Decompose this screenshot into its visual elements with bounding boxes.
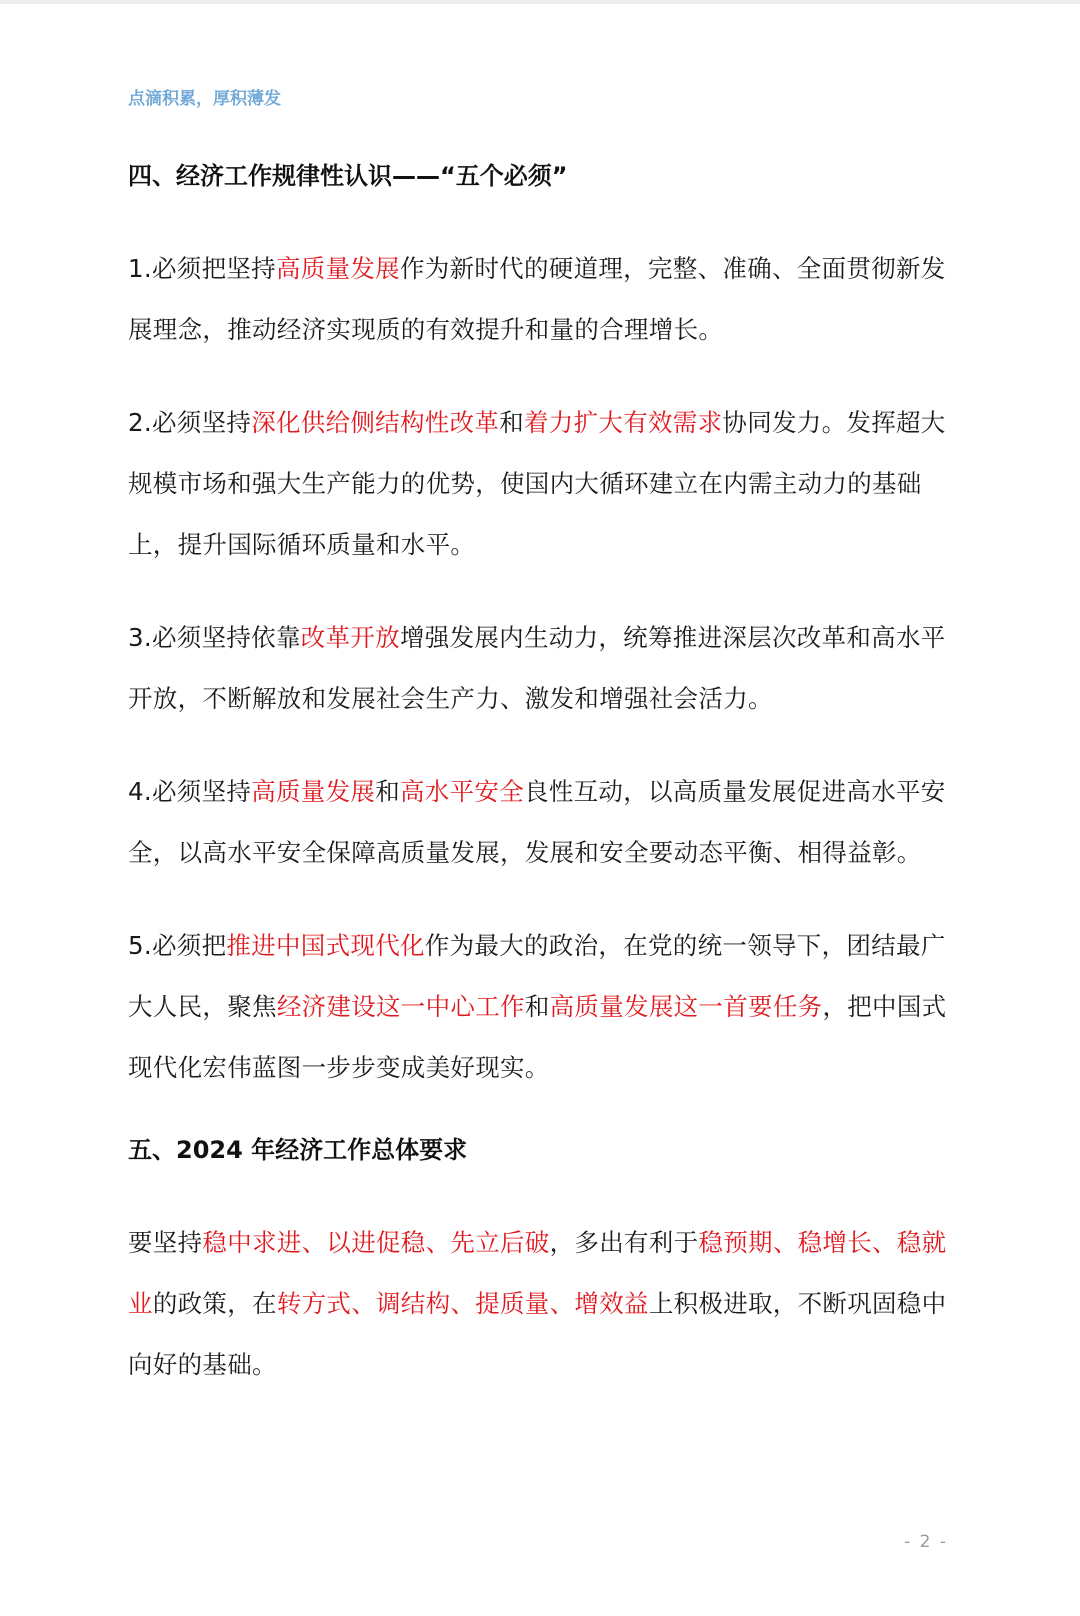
text-segment: ，把中国式现代化宏伟蓝图一步步变成美好现实。 — [128, 992, 947, 1082]
text-segment: 协同发力。发挥超大规模市场和强大生产能力的优势，使国内大循环建立在内需主动力的基础上，提升国际循环质量和水平。 — [128, 408, 946, 559]
header-motto: 点滴积累，厚积薄发 — [128, 89, 281, 109]
item-5-paragraph — [128, 915, 948, 1098]
text-segment: 要坚持 — [128, 1228, 203, 1257]
section-4-body — [128, 238, 948, 1098]
item-4-paragraph — [128, 761, 948, 883]
top-edge-strip — [0, 0, 1080, 4]
text-segment: 增强发展内生动力，统筹推进深层次改革和高水平开放，不断解放和发展社会生产力、激发和增强社会活力。 — [128, 623, 946, 713]
text-segment: 和 — [499, 408, 524, 437]
text-segment: ，多出有利于 — [549, 1228, 699, 1257]
section-5-title: 五、2024 年经济工作总体要求 — [128, 1136, 468, 1164]
highlighted-phrase: 稳中求进、以进促稳、先立后破 — [202, 1228, 550, 1257]
section-4-title: 四、经济工作规律性认识——“五个必须” — [128, 162, 568, 190]
text-segment: 上积极进取，不断巩固稳中向好的基础。 — [128, 1289, 947, 1379]
highlighted-phrase: 着力扩大有效需求 — [524, 408, 723, 437]
item-2-paragraph — [128, 392, 948, 575]
highlighted-phrase: 推进中国式现代化 — [226, 931, 425, 960]
text-segment: 4.必须坚持 — [128, 777, 252, 806]
text-segment: 5.必须把 — [128, 931, 227, 960]
document-page — [128, 84, 948, 1395]
highlighted-phrase: 改革开放 — [300, 623, 400, 652]
highlighted-phrase: 高质量发展这一首要任务 — [549, 992, 823, 1021]
text-segment: 和 — [524, 992, 550, 1021]
text-segment: 3.必须坚持依靠 — [128, 623, 301, 652]
text-segment: 良性互动，以高质量发展促进高水平安全，以高水平安全保障高质量发展，发展和安全要动态平衡、相得益彰。 — [128, 777, 946, 867]
text-segment: 的政策，在 — [152, 1289, 277, 1318]
highlighted-phrase: 稳预期、稳增长、稳就业 — [128, 1228, 947, 1318]
section-5-paragraph — [128, 1212, 948, 1395]
highlighted-phrase: 高质量发展 — [251, 777, 376, 806]
item-3-paragraph — [128, 607, 948, 729]
page-number: - 2 - — [904, 1532, 948, 1552]
text-segment: 作为最大的政治，在党的统一领导下，团结最广大人民，聚焦 — [128, 931, 946, 1021]
highlighted-phrase: 转方式、调结构、提质量、增效益 — [276, 1289, 649, 1318]
text-segment: 作为新时代的硬道理，完整、准确、全面贯彻新发展理念，推动经济实现质的有效提升和量的合理增长。 — [128, 254, 946, 344]
highlighted-phrase: 高水平安全 — [400, 777, 524, 806]
highlighted-phrase: 高质量发展 — [275, 254, 400, 283]
text-segment: 1.必须把坚持 — [128, 254, 276, 283]
highlighted-phrase: 经济建设这一中心工作 — [276, 992, 525, 1021]
text-segment: 和 — [375, 777, 400, 806]
item-1-paragraph — [128, 238, 948, 360]
highlighted-phrase: 深化供给侧结构性改革 — [251, 408, 500, 437]
text-segment: 2.必须坚持 — [128, 408, 252, 437]
